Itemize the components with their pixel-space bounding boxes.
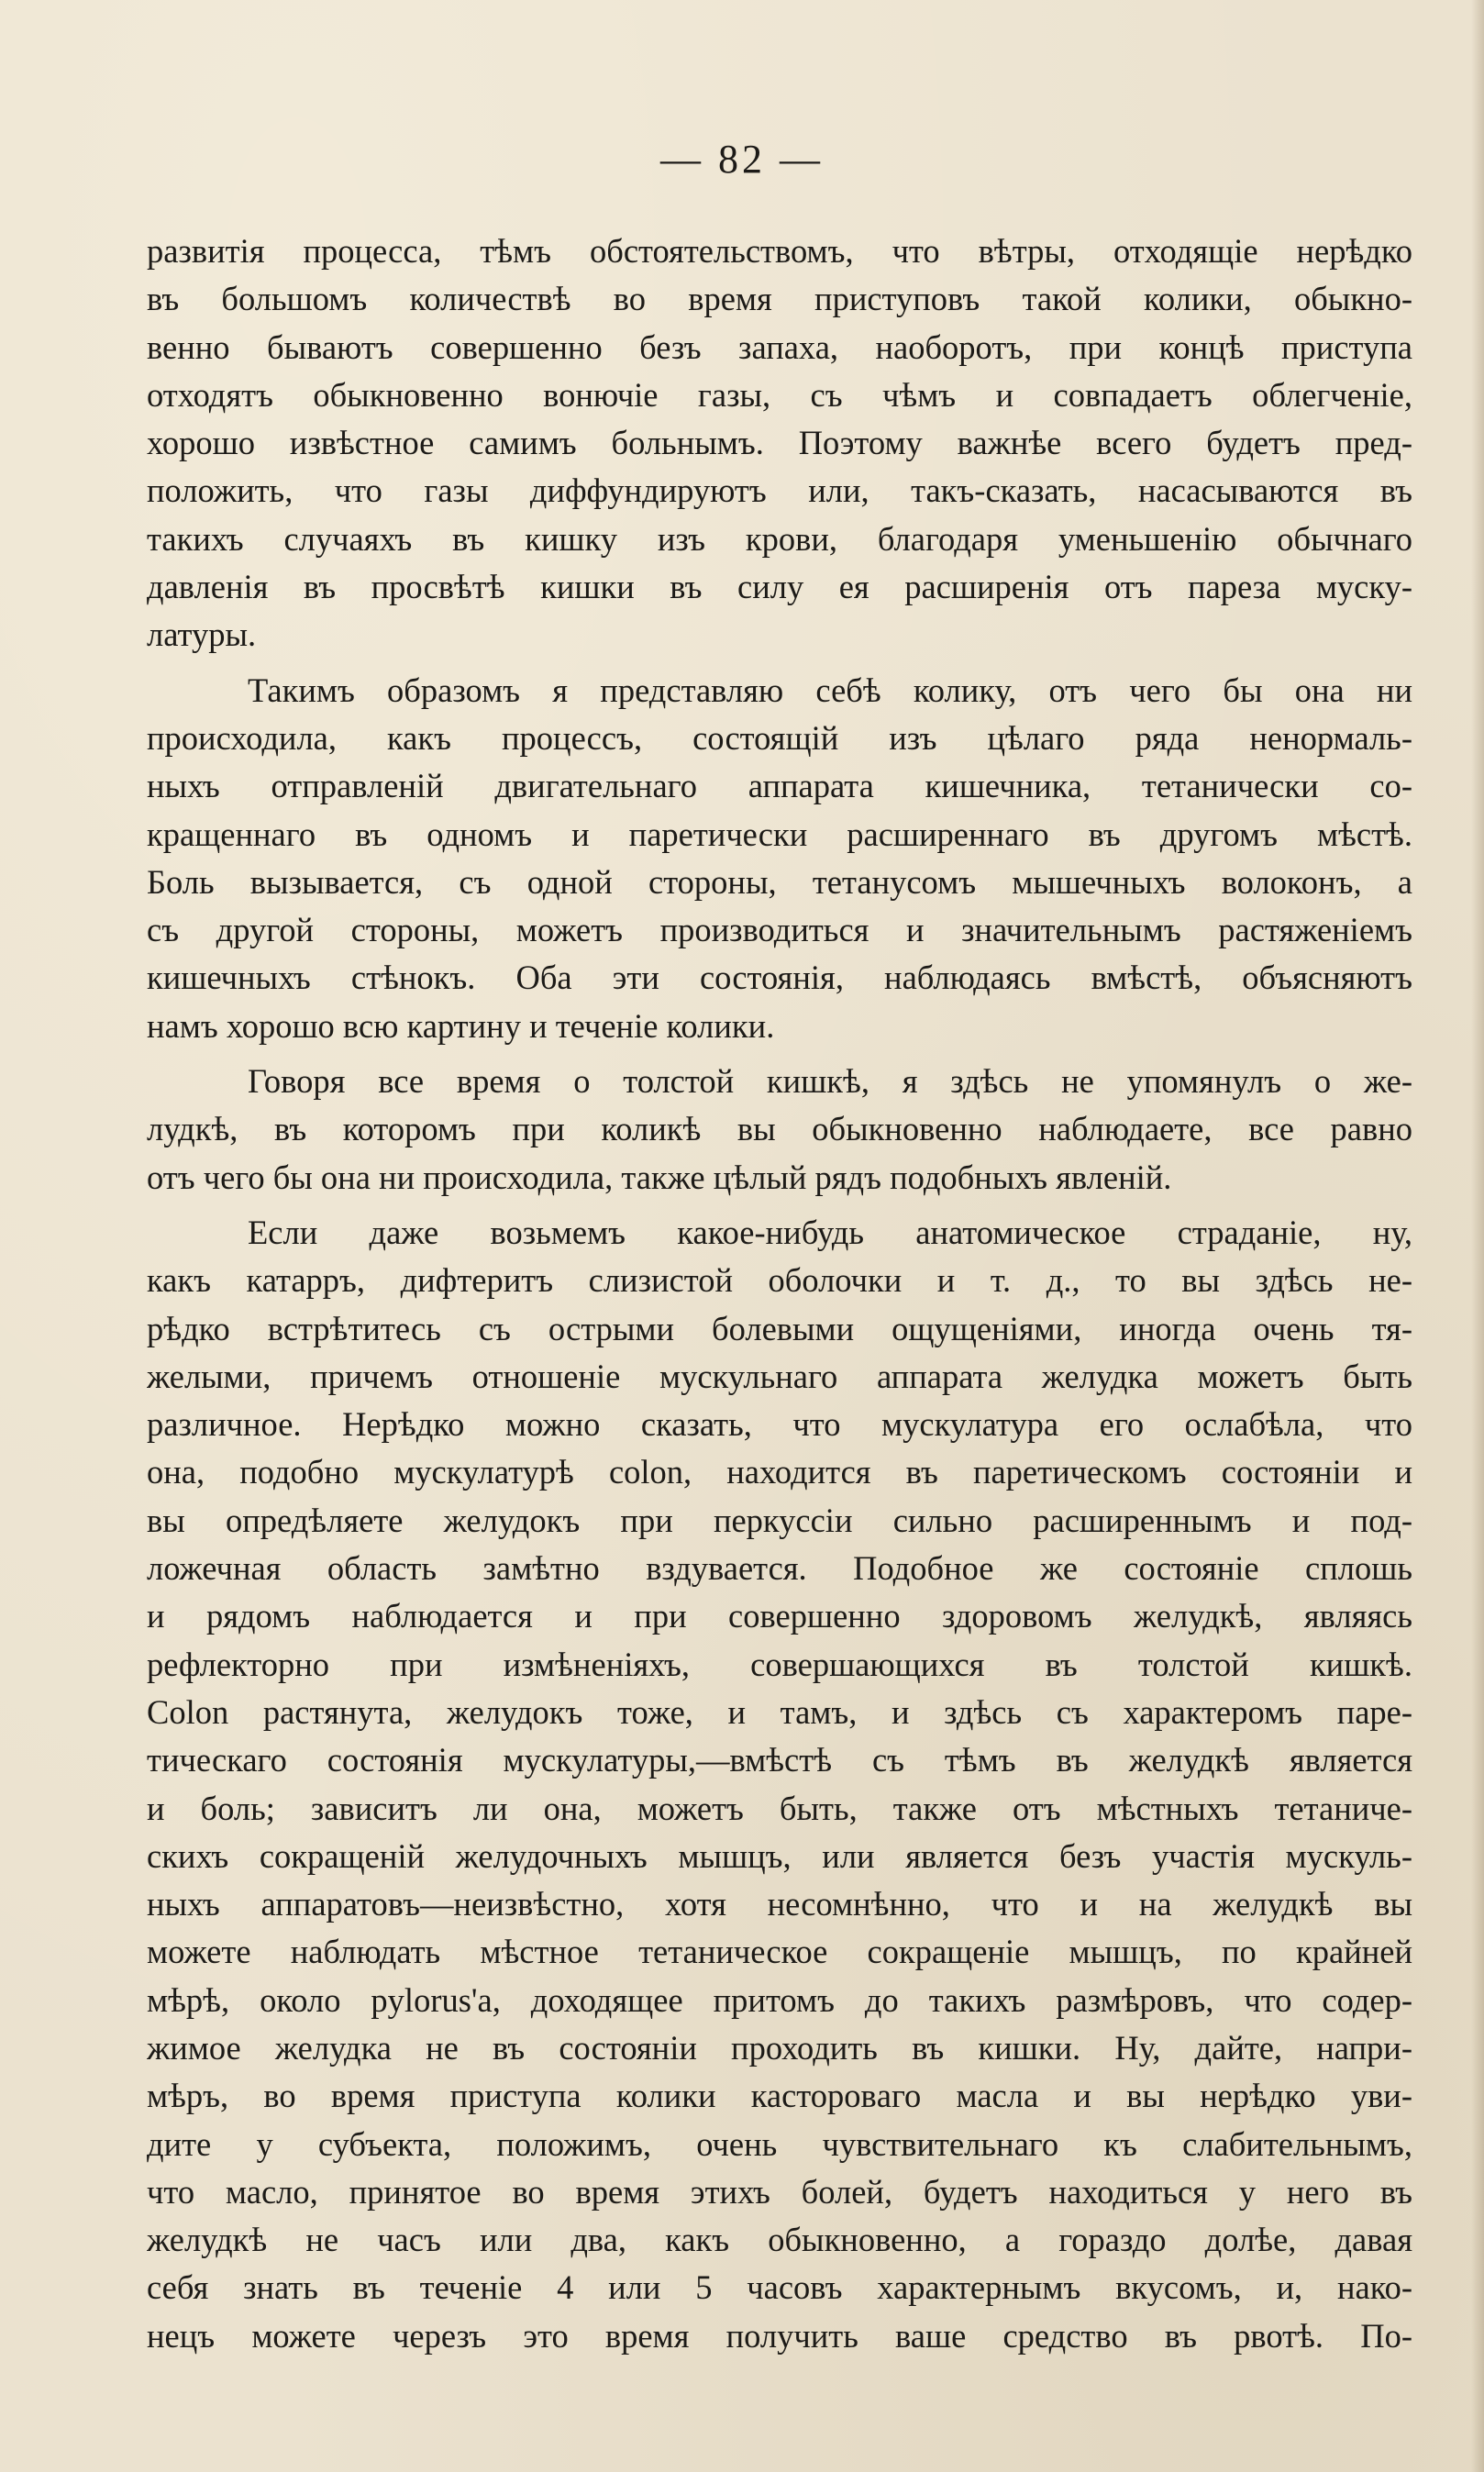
text-line: хорошо извѣстное самимъ больнымъ. Поэтому важнѣе всего будетъ пред- xyxy=(147,424,1412,462)
text-line: Говоря все время о толстой кишкѣ, я здѣсь не упомянулъ о же- xyxy=(248,1062,1412,1101)
text-line: и рядомъ наблюдается и при совершенно здоровомъ желудкѣ, являясь xyxy=(147,1597,1412,1635)
paragraph-2 xyxy=(147,667,1412,1050)
text-line: можете наблюдать мѣстное тетаническое сокращеніе мышцъ, по крайней xyxy=(147,1933,1412,1971)
text-line: лудкѣ, въ которомъ при коликѣ вы обыкновенно наблюдаете, все равно xyxy=(147,1110,1412,1148)
text-line: желыми, причемъ отношеніе мускульнаго аппарата желудка можетъ быть xyxy=(147,1357,1412,1395)
text-line: жимое желудка не въ состояніи проходить въ кишки. Ну, дайте, напри- xyxy=(147,2028,1412,2067)
page-number: — 82 — xyxy=(660,137,824,182)
text-line: латуры. xyxy=(147,615,257,654)
text-line: такихъ случаяхъ въ кишку изъ крови, благодаря уменьшенію обычнаго xyxy=(147,519,1412,558)
text-line: Если даже возьмемъ какое-нибудь анатомическое страданіе, ну, xyxy=(248,1213,1412,1251)
text-line: ныхъ отправленій двигательнаго аппарата кишечника, тетанически со- xyxy=(147,767,1412,805)
text-line: Боль вызывается, съ одной стороны, тетанусомъ мышечныхъ волоконъ, а xyxy=(147,862,1412,901)
text-line: Такимъ образомъ я представляю себѣ колику, отъ чего бы она ни xyxy=(248,671,1412,709)
text-line: рефлекторно при измѣненіяхъ, совершающихся въ толстой кишкѣ. xyxy=(147,1645,1412,1683)
text-line: происходила, какъ процессъ, состоящій изъ цѣлаго ряда ненормаль- xyxy=(147,718,1412,757)
text-line: какъ катарръ, дифтеритъ слизистой оболочки и т. д., то вы здѣсь не- xyxy=(147,1261,1412,1300)
text-line: развитія процесса, тѣмъ обстоятельствомъ, что вѣтры, отходящіе нерѣдко xyxy=(147,232,1412,270)
text-line: она, подобно мускулатурѣ colon, находится въ паретическомъ состояніи и xyxy=(147,1453,1412,1491)
text-line: ныхъ аппаратовъ—неизвѣстно, хотя несомнѣнно, что и на желудкѣ вы xyxy=(147,1885,1412,1923)
text-line: венно бываютъ совершенно безъ запаха, наоборотъ, при концѣ приступа xyxy=(147,327,1412,366)
body-text xyxy=(147,227,1412,2367)
text-line: давленія въ просвѣтѣ кишки въ силу ея расширенія отъ пареза муску- xyxy=(147,568,1412,606)
text-line: что масло, принятое во время этихъ болей, будетъ находиться у него въ xyxy=(147,2172,1412,2211)
text-line: отъ чего бы она ни происходила, также цѣлый рядъ подобныхъ явленій. xyxy=(147,1158,1172,1196)
text-line: ложечная область замѣтно вздувается. Подобное же состояніе сплошь xyxy=(147,1549,1412,1588)
text-line: мѣръ, во время приступа колики касторовaго масла и вы нерѣдко уви- xyxy=(147,2077,1412,2115)
text-line: и боль; зависитъ ли она, можетъ быть, также отъ мѣстныхъ тетаниче- xyxy=(147,1789,1412,1827)
text-line: кращеннаго въ одномъ и паретически расширеннаго въ другомъ мѣстѣ. xyxy=(147,815,1412,853)
text-line: вы опредѣляете желудокъ при перкуссіи сильно расширеннымъ и под- xyxy=(147,1501,1412,1539)
text-line: кишечныхъ стѣнокъ. Оба эти состоянія, наблюдаясь вмѣстѣ, объясняютъ xyxy=(147,959,1412,997)
text-line: различное. Нерѣдко можно сказать, что мускулатура его ослабѣла, что xyxy=(147,1405,1412,1444)
text-line: нецъ можете черезъ это время получить ваше средство въ рвотѣ. По- xyxy=(147,2316,1412,2355)
text-line: Colon растянута, желудокъ тоже, и тамъ, и здѣсь съ характеромъ паре- xyxy=(147,1692,1412,1731)
text-line: отходятъ обыкновенно вонючіе газы, съ чѣмъ и совпадаетъ облегченіе, xyxy=(147,375,1412,414)
text-line: скихъ сокращеній желудочныхъ мышцъ, или является безъ участія мускуль- xyxy=(147,1836,1412,1875)
text-line: дите у субъекта, положимъ, очень чувствительнаго къ слабительнымъ, xyxy=(147,2124,1412,2163)
text-line: рѣдко встрѣтитесь съ острыми болевыми ощущеніями, иногда очень тя- xyxy=(147,1309,1412,1347)
paragraph-4 xyxy=(147,1209,1412,2360)
text-line: съ другой стороны, можетъ производиться и значительнымъ растяженіемъ xyxy=(147,911,1412,949)
paragraph-3 xyxy=(147,1058,1412,1202)
paragraph-1 xyxy=(147,227,1412,660)
text-line: въ большомъ количествѣ во время приступовъ такой колики, обыкно- xyxy=(147,280,1412,318)
text-line: намъ хорошо всю картину и теченіе колики. xyxy=(147,1006,775,1045)
text-line: положить, что газы диффундируютъ или, такъ-сказать, насасываются въ xyxy=(147,471,1412,510)
text-line: себя знать въ теченіе 4 или 5 часовъ характернымъ вкусомъ, и, нако- xyxy=(147,2268,1412,2307)
page-edge-shadow xyxy=(1471,0,1484,2472)
text-line: мѣрѣ, около pylorus'а, доходящее притомъ до такихъ размѣровъ, что содер- xyxy=(147,1980,1412,2019)
text-line: желудкѣ не часъ или два, какъ обыкновенно, а гораздо долѣе, давая xyxy=(147,2221,1412,2259)
text-line: тическаго состоянія мускулатуры,—вмѣстѣ съ тѣмъ въ желудкѣ является xyxy=(147,1741,1412,1779)
